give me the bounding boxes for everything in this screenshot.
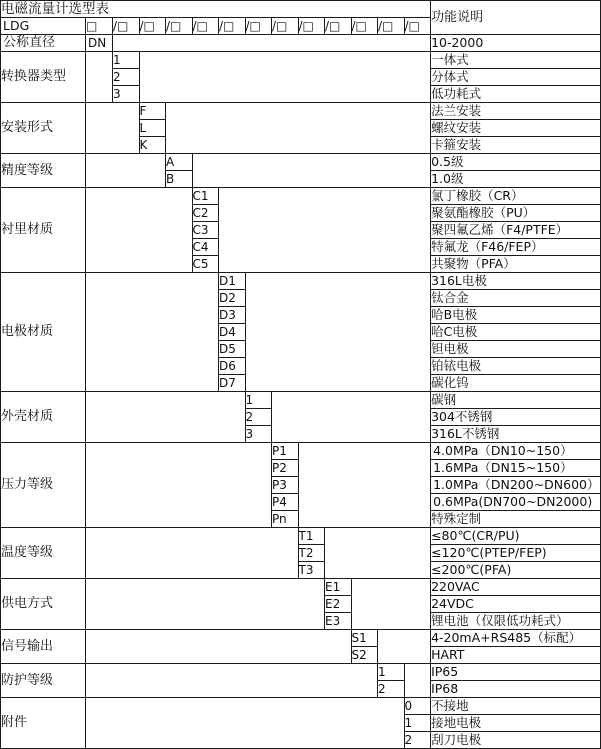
description-cell: 1.0MPa（DN200~DN600） — [431, 477, 601, 494]
description-cell: 低功耗式 — [431, 86, 601, 103]
description-cell: 316L不锈钢 — [431, 426, 601, 443]
code-cell: C2 — [192, 205, 219, 222]
description-cell: 哈B电极 — [431, 307, 601, 324]
description-cell: 分体式 — [431, 69, 601, 86]
code-cell: P2 — [272, 460, 299, 477]
model-dn-box: □ — [86, 18, 113, 35]
empty-gap — [166, 103, 431, 154]
code-cell: D6 — [219, 358, 246, 375]
empty-gap — [351, 579, 431, 630]
empty-gap — [245, 273, 431, 392]
code-cell: 1 — [245, 392, 272, 409]
category-label: 附件 — [1, 698, 86, 749]
category-label: 外壳材质 — [1, 392, 86, 443]
table-title: 电磁流量计选型表 — [1, 1, 431, 18]
model-segment-box: /□ — [378, 18, 405, 35]
code-cell: D1 — [219, 273, 246, 290]
code-cell: 2 — [245, 409, 272, 426]
code-cell: C3 — [192, 222, 219, 239]
empty-gap — [86, 392, 246, 443]
code-cell: P1 — [272, 443, 299, 460]
code-cell: D7 — [219, 375, 246, 392]
model-segment-box: /□ — [166, 18, 193, 35]
description-cell: 螺纹安装 — [431, 120, 601, 137]
empty-gap — [86, 630, 352, 664]
code-cell: Pn — [272, 511, 299, 528]
description-cell: 碳化钨 — [431, 375, 601, 392]
category-label: 电极材质 — [1, 273, 86, 392]
empty-gap — [86, 103, 140, 154]
code-cell: 2 — [404, 732, 431, 749]
category-label: 精度等级 — [1, 154, 86, 188]
empty-gap — [86, 664, 378, 698]
empty-gap — [86, 273, 219, 392]
description-cell: HART — [431, 647, 601, 664]
category-label: 衬里材质 — [1, 188, 86, 273]
model-segment-box: /□ — [325, 18, 352, 35]
model-segment-box: /□ — [404, 18, 431, 35]
model-segment-box: /□ — [272, 18, 299, 35]
model-segment-box: /□ — [298, 18, 325, 35]
code-cell: C1 — [192, 188, 219, 205]
category-label: 温度等级 — [1, 528, 86, 579]
code-cell: E1 — [325, 579, 352, 596]
description-cell: 聚四氟乙烯（F4/PTFE） — [431, 222, 601, 239]
code-cell: E2 — [325, 596, 352, 613]
empty-gap — [86, 52, 113, 103]
description-cell: 卡箍安装 — [431, 137, 601, 154]
description-cell: 刮刀电极 — [431, 732, 601, 749]
code-cell: T1 — [298, 528, 325, 545]
category-label: 公称直径 — [1, 35, 86, 52]
description-cell: ≤80℃(CR/PU) — [431, 528, 601, 545]
code-cell: D3 — [219, 307, 246, 324]
description-cell: 聚氨酯橡胶（PU） — [431, 205, 601, 222]
empty-gap — [404, 664, 431, 698]
description-cell: 锂电池（仅限低功耗式） — [431, 613, 601, 630]
code-cell: P3 — [272, 477, 299, 494]
code-cell: 1 — [378, 664, 405, 681]
empty-gap — [113, 35, 431, 52]
description-cell: 特氟龙（F46/FEP） — [431, 239, 601, 256]
empty-gap — [86, 188, 193, 273]
empty-gap — [378, 630, 431, 664]
category-label: 防护等级 — [1, 664, 86, 698]
empty-gap — [298, 443, 431, 528]
code-cell: F — [139, 103, 166, 120]
code-cell: T2 — [298, 545, 325, 562]
description-cell: 接地电极 — [431, 715, 601, 732]
code-cell: S2 — [351, 647, 378, 664]
description-cell: 4.0MPa（DN10~150） — [431, 443, 601, 460]
code-cell: E3 — [325, 613, 352, 630]
description-cell: 一体式 — [431, 52, 601, 69]
description-cell: 1.0级 — [431, 171, 601, 188]
description-cell: 304不锈钢 — [431, 409, 601, 426]
model-segment-box: /□ — [139, 18, 166, 35]
code-cell: S1 — [351, 630, 378, 647]
description-cell: 220VAC — [431, 579, 601, 596]
description-cell: 1.6MPa（DN15~150） — [431, 460, 601, 477]
code-cell: P4 — [272, 494, 299, 511]
description-cell: 碳钢 — [431, 392, 601, 409]
description-cell: 特殊定制 — [431, 511, 601, 528]
code-cell: 1 — [404, 715, 431, 732]
description-cell: 共聚物（PFA） — [431, 256, 601, 273]
code-cell: A — [166, 154, 193, 171]
category-label: 压力等级 — [1, 443, 86, 528]
model-segment-box: /□ — [113, 18, 140, 35]
code-cell: C5 — [192, 256, 219, 273]
description-cell: IP65 — [431, 664, 601, 681]
empty-gap — [86, 579, 325, 630]
code-cell: K — [139, 137, 166, 154]
function-column-header: 功能说明 — [431, 1, 601, 35]
model-segment-box: /□ — [219, 18, 246, 35]
category-label: 供电方式 — [1, 579, 86, 630]
category-label: 转换器类型 — [1, 52, 86, 103]
code-cell: 3 — [245, 426, 272, 443]
code-cell: 0 — [404, 698, 431, 715]
empty-gap — [139, 52, 431, 103]
code-cell: C4 — [192, 239, 219, 256]
description-cell: 钛合金 — [431, 290, 601, 307]
description-cell: ≤120℃(PTEP/FEP) — [431, 545, 601, 562]
code-cell: 2 — [378, 681, 405, 698]
code-cell: D4 — [219, 324, 246, 341]
description-cell: 钽电极 — [431, 341, 601, 358]
code-cell: L — [139, 120, 166, 137]
empty-gap — [86, 154, 166, 188]
empty-gap — [219, 188, 431, 273]
empty-gap — [192, 154, 431, 188]
description-cell: 哈C电极 — [431, 324, 601, 341]
description-cell: 氯丁橡胶（CR） — [431, 188, 601, 205]
category-label: 安装形式 — [1, 103, 86, 154]
code-cell: 2 — [113, 69, 140, 86]
code-cell: B — [166, 171, 193, 188]
empty-gap — [86, 443, 272, 528]
description-cell: ≤200℃(PFA) — [431, 562, 601, 579]
empty-gap — [86, 528, 299, 579]
description-cell: IP68 — [431, 681, 601, 698]
code-cell: T3 — [298, 562, 325, 579]
empty-gap — [325, 528, 431, 579]
model-segment-box: /□ — [351, 18, 378, 35]
model-prefix: LDG — [1, 18, 86, 35]
description-cell: 不接地 — [431, 698, 601, 715]
description-cell: 0.6MPa(DN700~DN2000) — [431, 494, 601, 511]
model-segment-box: /□ — [192, 18, 219, 35]
empty-gap — [86, 698, 405, 749]
category-label: 信号输出 — [1, 630, 86, 664]
model-segment-box: /□ — [245, 18, 272, 35]
code-cell: DN — [86, 35, 113, 52]
description-cell: 10-2000 — [431, 35, 601, 52]
description-cell: 316L电极 — [431, 273, 601, 290]
description-cell: 4-20mA+RS485（标配） — [431, 630, 601, 647]
description-cell: 0.5级 — [431, 154, 601, 171]
description-cell: 铂铱电极 — [431, 358, 601, 375]
code-cell: 3 — [113, 86, 140, 103]
description-cell: 法兰安装 — [431, 103, 601, 120]
code-cell: D2 — [219, 290, 246, 307]
code-cell: D5 — [219, 341, 246, 358]
empty-gap — [272, 392, 431, 443]
code-cell: 1 — [113, 52, 140, 69]
description-cell: 24VDC — [431, 596, 601, 613]
